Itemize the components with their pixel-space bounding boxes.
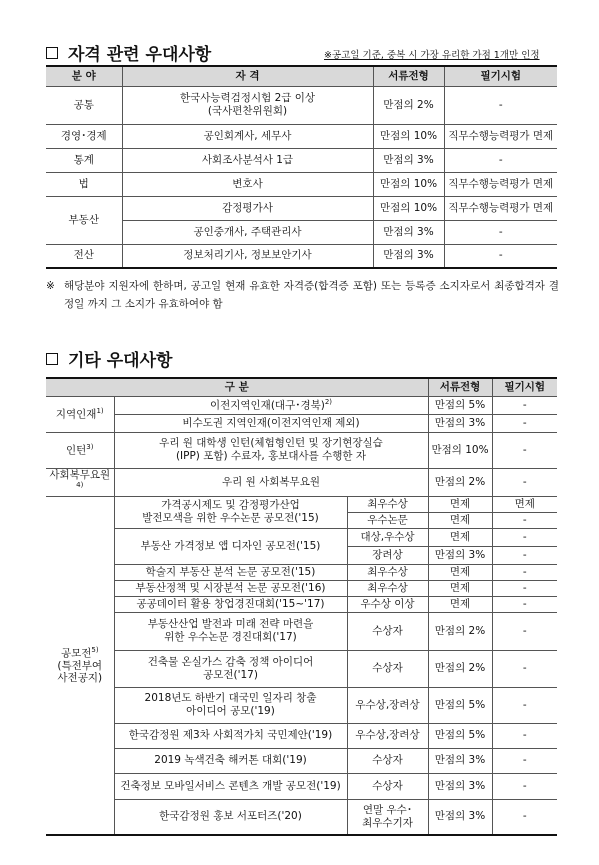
- doc-cell: 면제: [428, 512, 492, 528]
- cert-cell: 변호사: [122, 172, 373, 196]
- other-benefits-table: [46, 377, 557, 836]
- contest-award: 수상자: [347, 612, 428, 650]
- exam-cell: -: [444, 244, 557, 268]
- social-item: 우리 원 사회복무요원: [114, 468, 428, 496]
- table-row: [46, 468, 557, 496]
- table-header-row: [46, 378, 557, 396]
- exam-cell: 면제: [492, 496, 557, 512]
- header-exam: 필기시험: [492, 378, 557, 396]
- table-row: [46, 596, 557, 612]
- header-exam: 필기시험: [444, 66, 557, 86]
- intern-label: 인턴$^{3)}$: [46, 432, 114, 468]
- cert-cell: 공인중개사, 주택관리사: [122, 220, 373, 244]
- qualification-table: [46, 65, 557, 269]
- contest-award: 최우수상: [347, 564, 428, 580]
- table-row: [46, 172, 557, 196]
- doc-cell: 만점의 3%: [428, 799, 492, 835]
- exam-cell: -: [492, 468, 557, 496]
- field-cell: 통계: [46, 148, 122, 172]
- exam-cell: -: [492, 564, 557, 580]
- exam-cell: -: [492, 596, 557, 612]
- exam-cell: -: [492, 748, 557, 773]
- exam-cell: -: [444, 148, 557, 172]
- region-item: 비수도권 지역인재(이전지역인재 제외): [114, 414, 428, 432]
- exam-cell: 직무수행능력평가 면제: [444, 196, 557, 220]
- contest-name: 한국감정원 홍보 서포터즈('20): [114, 799, 347, 835]
- contest-name: 부동산 가격정보 앱 디자인 공모전('15): [114, 528, 347, 564]
- table-row: [46, 86, 557, 124]
- cert-cell: 감정평가사: [122, 196, 373, 220]
- exam-cell: -: [492, 414, 557, 432]
- doc-cell: 만점의 3%: [428, 414, 492, 432]
- doc-cell: 만점의 2%: [373, 86, 444, 124]
- doc-cell: 만점의 2%: [428, 468, 492, 496]
- social-label: 사회복무요원$^{4)}$: [46, 468, 114, 496]
- exam-cell: -: [444, 86, 557, 124]
- section1-note: ※공고일 기준, 중복 시 가장 유리한 가점 1개만 인정: [324, 50, 540, 61]
- exam-cell: -: [492, 432, 557, 468]
- contest-name: 건축정보 모바일서비스 콘텐츠 개발 공모전('19): [114, 773, 347, 799]
- contest-name: 건축물 온실가스 감축 정책 아이디어 공모전('17): [114, 650, 347, 687]
- contest-award: 우수상,장려상: [347, 723, 428, 748]
- contest-award: 수상자: [347, 650, 428, 687]
- contest-name: 공공데이터 활용 창업경진대회('15~'17): [114, 596, 347, 612]
- table-row: [46, 748, 557, 773]
- table-row: [46, 244, 557, 268]
- exam-cell: -: [492, 546, 557, 564]
- field-cell: 부동산: [46, 196, 122, 244]
- doc-cell: 만점의 5%: [428, 396, 492, 414]
- table-row: [46, 773, 557, 799]
- doc-cell: 면제: [428, 596, 492, 612]
- exam-cell: -: [492, 580, 557, 596]
- doc-cell: 만점의 5%: [428, 687, 492, 723]
- doc-cell: 면제: [428, 528, 492, 546]
- table-row: [46, 414, 557, 432]
- contest-name: 부동산산업 발전과 미래 전략 마련을 위한 우수논문 경진대회('17): [114, 612, 347, 650]
- contest-name: 부동산정책 및 시장분석 논문 공모전('16): [114, 580, 347, 596]
- exam-cell: 직무수행능력평가 면제: [444, 172, 557, 196]
- contest-sub-text: (특전부여 사전공지): [57, 659, 103, 685]
- doc-cell: 만점의 3%: [373, 220, 444, 244]
- section1-title: 자격 관련 우대사항: [46, 40, 211, 65]
- exam-cell: -: [492, 773, 557, 799]
- exam-cell: -: [492, 723, 557, 748]
- contest-award: 최우수상: [347, 580, 428, 596]
- table-row: [46, 496, 557, 512]
- exam-cell: -: [492, 528, 557, 546]
- footnote-text: 해당분야 지원자에 한하며, 공고일 현재 유효한 자격증(합격증 포함) 또는 등록증 소지자로서 최종합격자 결정일 까지 그 소지가 유효하여야 함: [64, 280, 559, 311]
- exam-cell: -: [444, 220, 557, 244]
- header-category: 구 분: [46, 378, 428, 396]
- checkbox-square-icon: [46, 47, 58, 59]
- footnote-ref: 5): [91, 645, 99, 654]
- contest-label-text: 공모전: [60, 647, 92, 660]
- doc-cell: 만점의 3%: [428, 773, 492, 799]
- exam-cell: -: [492, 650, 557, 687]
- contest-award: 최우수상: [347, 496, 428, 512]
- contest-award: 연말 우수･ 최우수기자: [347, 799, 428, 835]
- doc-cell: 만점의 10%: [428, 432, 492, 468]
- doc-cell: 만점의 2%: [428, 650, 492, 687]
- exam-cell: 직무수행능력평가 면제: [444, 124, 557, 148]
- intern-item: 우리 원 대학생 인턴(체험형인턴 및 장기현장실습 (IPP) 포함) 수료자, 홍보대사를 수행한 자: [114, 432, 428, 468]
- contest-award: 우수논문: [347, 512, 428, 528]
- header-cert: 자 격: [122, 66, 373, 86]
- exam-cell: -: [492, 396, 557, 414]
- doc-cell: 만점의 3%: [373, 148, 444, 172]
- doc-cell: 만점의 5%: [428, 723, 492, 748]
- exam-cell: -: [492, 799, 557, 835]
- doc-cell: 만점의 2%: [428, 612, 492, 650]
- field-cell: 경영･경제: [46, 124, 122, 148]
- table-row: [46, 650, 557, 687]
- table-header-row: [46, 66, 557, 86]
- table-row: [46, 148, 557, 172]
- section1-footnote: [46, 277, 559, 314]
- contest-award: 수상자: [347, 773, 428, 799]
- field-cell: 공통: [46, 86, 122, 124]
- contest-name: 학술지 부동산 분석 논문 공모전('15): [114, 564, 347, 580]
- section2-title: 기타 우대사항: [46, 346, 172, 371]
- region-label: 지역인재$^{1)}$: [46, 396, 114, 432]
- doc-cell: 만점의 10%: [373, 172, 444, 196]
- doc-cell: 면제: [428, 580, 492, 596]
- region-item: 이전지역인재(대구･경북)$^{2)}$: [114, 396, 428, 414]
- checkbox-square-icon: [46, 353, 58, 365]
- table-row: [46, 124, 557, 148]
- doc-cell: 만점의 10%: [373, 196, 444, 220]
- exam-cell: -: [492, 512, 557, 528]
- table-row: [46, 799, 557, 835]
- doc-cell: 만점의 3%: [373, 244, 444, 268]
- field-cell: 법: [46, 172, 122, 196]
- contest-award: 우수상,장려상: [347, 687, 428, 723]
- contest-name: 2018년도 하반기 대국민 일자리 창출 아이디어 공모('19): [114, 687, 347, 723]
- table-row: [46, 612, 557, 650]
- header-field: 분 야: [46, 66, 122, 86]
- contest-name: 2019 녹색건축 해커톤 대회('19): [114, 748, 347, 773]
- field-cell: 전산: [46, 244, 122, 268]
- header-doc: 서류전형: [428, 378, 492, 396]
- footnote-mark: ※: [46, 280, 55, 292]
- cert-cell: 정보처리기사, 정보보안기사: [122, 244, 373, 268]
- cert-cell: 공인회계사, 세무사: [122, 124, 373, 148]
- cert-cell: 사회조사분석사 1급: [122, 148, 373, 172]
- doc-cell: 만점의 3%: [428, 546, 492, 564]
- doc-cell: 면제: [428, 564, 492, 580]
- table-row: [46, 580, 557, 596]
- cert-cell: 한국사능력검정시험 2급 이상 (국사편찬위원회): [122, 86, 373, 124]
- table-row: [46, 220, 557, 244]
- contest-rows: [46, 496, 557, 835]
- doc-cell: 만점의 10%: [373, 124, 444, 148]
- exam-cell: -: [492, 687, 557, 723]
- contest-award: 우수상 이상: [347, 596, 428, 612]
- table-row: [46, 723, 557, 748]
- doc-cell: 만점의 3%: [428, 748, 492, 773]
- table-row: [46, 196, 557, 220]
- doc-cell: 면제: [428, 496, 492, 512]
- table-row: [46, 564, 557, 580]
- contest-award: 대상,우수상: [347, 528, 428, 546]
- table-row: [46, 687, 557, 723]
- contest-award: 장려상: [347, 546, 428, 564]
- contest-name: 한국감정원 제3차 사회적가치 국민제안('19): [114, 723, 347, 748]
- contest-award: 수상자: [347, 748, 428, 773]
- table-row: [46, 396, 557, 414]
- contest-name: 가격공시제도 및 감정평가산업 발전모색을 위한 우수논문 공모전('15): [114, 496, 347, 528]
- exam-cell: -: [492, 612, 557, 650]
- contest-label: [46, 496, 114, 835]
- header-doc: 서류전형: [373, 66, 444, 86]
- table-row: [46, 528, 557, 546]
- table-row: [46, 432, 557, 468]
